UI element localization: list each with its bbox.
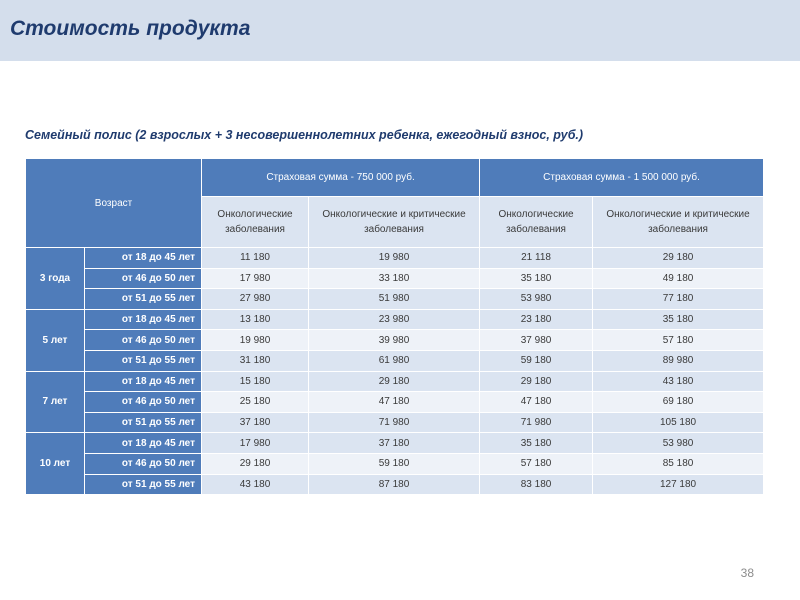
price-cell: 69 180: [593, 392, 764, 413]
age-range-cell: от 18 до 45 лет: [85, 371, 202, 392]
price-cell: 61 980: [309, 350, 480, 371]
price-cell: 71 980: [480, 412, 593, 433]
price-cell: 83 180: [480, 474, 593, 495]
price-cell: 37 180: [202, 412, 309, 433]
price-cell: 29 180: [593, 248, 764, 269]
term-cell: 5 лет: [26, 309, 85, 371]
price-cell: 29 180: [202, 453, 309, 474]
price-cell: 43 180: [202, 474, 309, 495]
table-row: [26, 412, 764, 433]
price-cell: 29 180: [309, 371, 480, 392]
price-cell: 85 180: [593, 453, 764, 474]
table-row: [26, 289, 764, 310]
price-cell: 59 180: [309, 453, 480, 474]
term-cell: 10 лет: [26, 433, 85, 495]
age-range-cell: от 18 до 45 лет: [85, 309, 202, 330]
page-title: Стоимость продукта: [10, 17, 251, 40]
table-row: [26, 248, 764, 269]
price-cell: 47 180: [480, 392, 593, 413]
price-cell: 21 118: [480, 248, 593, 269]
term-cell: 7 лет: [26, 371, 85, 433]
sub-header-onco-critical-1500k: Онкологические и критические заболевания: [593, 197, 764, 248]
page-number: 38: [740, 566, 754, 580]
price-cell: 17 980: [202, 268, 309, 289]
age-range-cell: от 51 до 55 лет: [85, 474, 202, 495]
price-cell: 39 980: [309, 330, 480, 351]
age-range-cell: от 46 до 50 лет: [85, 330, 202, 351]
age-range-cell: от 46 до 50 лет: [85, 268, 202, 289]
age-range-cell: от 18 до 45 лет: [85, 248, 202, 269]
price-cell: 35 180: [593, 309, 764, 330]
table-row: [26, 392, 764, 413]
price-cell: 23 980: [309, 309, 480, 330]
price-cell: 57 180: [593, 330, 764, 351]
price-cell: 35 180: [480, 268, 593, 289]
price-cell: 47 180: [309, 392, 480, 413]
price-cell: 127 180: [593, 474, 764, 495]
price-cell: 25 180: [202, 392, 309, 413]
price-table: [25, 158, 764, 495]
price-cell: 37 180: [309, 433, 480, 454]
price-cell: 19 980: [309, 248, 480, 269]
table-row: [26, 268, 764, 289]
age-range-cell: от 51 до 55 лет: [85, 412, 202, 433]
price-cell: 49 180: [593, 268, 764, 289]
table-subtitle: Семейный полис (2 взрослых + 3 несовершеннолетних ребенка, ежегодный взнос, руб.): [25, 128, 584, 142]
term-cell: 3 года: [26, 248, 85, 310]
price-cell: 57 180: [480, 453, 593, 474]
age-header: Возраст: [26, 159, 202, 248]
price-cell: 53 980: [593, 433, 764, 454]
price-cell: 37 980: [480, 330, 593, 351]
sub-header-onco-750k: Онкологические заболевания: [202, 197, 309, 248]
table-row: [26, 433, 764, 454]
price-cell: 23 180: [480, 309, 593, 330]
price-cell: 27 980: [202, 289, 309, 310]
price-cell: 59 180: [480, 350, 593, 371]
price-cell: 71 980: [309, 412, 480, 433]
price-cell: 87 180: [309, 474, 480, 495]
table-row: [26, 309, 764, 330]
price-cell: 89 980: [593, 350, 764, 371]
price-cell: 77 180: [593, 289, 764, 310]
age-range-cell: от 18 до 45 лет: [85, 433, 202, 454]
price-cell: 17 980: [202, 433, 309, 454]
age-range-cell: от 51 до 55 лет: [85, 289, 202, 310]
price-cell: 35 180: [480, 433, 593, 454]
sum-header-1500k: Страховая сумма - 1 500 000 руб.: [480, 159, 764, 197]
sub-header-onco-critical-750k: Онкологические и критические заболевания: [309, 197, 480, 248]
table-row: [26, 330, 764, 351]
table-body: [26, 248, 764, 495]
price-cell: 53 980: [480, 289, 593, 310]
age-range-cell: от 46 до 50 лет: [85, 392, 202, 413]
table-row: [26, 474, 764, 495]
price-cell: 43 180: [593, 371, 764, 392]
price-cell: 13 180: [202, 309, 309, 330]
price-cell: 105 180: [593, 412, 764, 433]
price-cell: 29 180: [480, 371, 593, 392]
sub-header-onco-1500k: Онкологические заболевания: [480, 197, 593, 248]
table-row: [26, 371, 764, 392]
price-cell: 33 180: [309, 268, 480, 289]
price-cell: 11 180: [202, 248, 309, 269]
age-range-cell: от 46 до 50 лет: [85, 453, 202, 474]
price-cell: 51 980: [309, 289, 480, 310]
table-row: [26, 350, 764, 371]
price-cell: 15 180: [202, 371, 309, 392]
table-row: [26, 453, 764, 474]
price-cell: 19 980: [202, 330, 309, 351]
sum-header-750k: Страховая сумма - 750 000 руб.: [202, 159, 480, 197]
price-cell: 31 180: [202, 350, 309, 371]
age-range-cell: от 51 до 55 лет: [85, 350, 202, 371]
